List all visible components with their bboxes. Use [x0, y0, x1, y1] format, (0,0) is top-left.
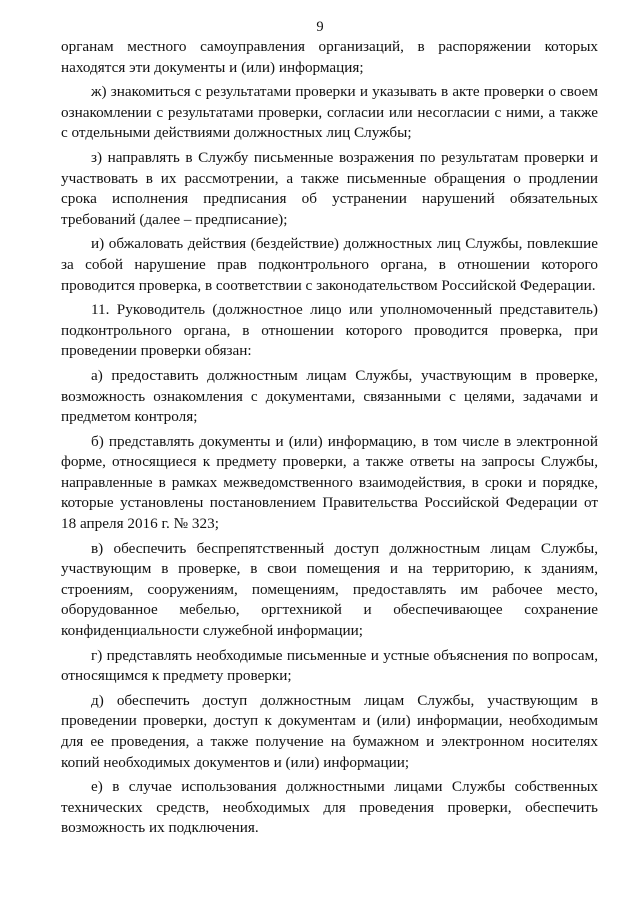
page-number: 9 — [316, 19, 324, 35]
paragraph-item-v: в) обеспечить беспрепятственный доступ должностным лицам Службы, участвующим в проверке, в свои помещения и на территорию, к зданиям, строениям, сооружениям, помещениям, предоставлять им рабочее место, оборудованное мебелью, оргтехникой и обеспечивающее сохранение конфиденциальности служебной информации; — [61, 539, 598, 640]
paragraph-item-b: б) представлять документы и (или) информацию, в том числе в электронной форме, относящиеся к предмету проверки, а также ответы на запросы Службы, направленные в рамках межведомственного взаимодействия, в сроки и порядке, которые установлены постановлением Правительства Российской Федерации от 18 апреля 2016 г. № 323; — [61, 432, 598, 533]
paragraph-item-zh: ж) знакомиться с результатами проверки и указывать в акте проверки о своем ознакомлении с результатами проверки, согласии или несогласии с ними, а также с отдельными действиями должностных лиц Службы; — [61, 83, 598, 142]
paragraph-section-11: 11. Руководитель (должностное лицо или уполномоченный представитель) подконтрольного органа, в отношении которого проводится проверка, при проведении проверки обязан: — [61, 301, 598, 360]
paragraph-item-a: а) предоставить должностным лицам Службы, участвующим в проверке, возможность ознакомления с документами, связанными с целями, задачами и предметом контроля; — [61, 366, 598, 426]
paragraph-item-e: е) в случае использования должностными лицами Службы собственных технических средств, необходимых для проведения проверки, обеспечить возможность их подключения. — [61, 778, 598, 837]
document-body — [61, 37, 598, 843]
paragraph-item-g: г) представлять необходимые письменные и устные объяснения по вопросам, относящимся к предмету проверки; — [61, 646, 598, 685]
paragraph-continuation: органам местного самоуправления организаций, в распоряжении которых находятся эти документы и (или) информация; — [61, 38, 598, 76]
paragraph-item-i: и) обжаловать действия (бездействие) должностных лиц Службы, повлекшие за собой нарушение прав подконтрольного органа, в отношении которого проводится проверка, в соответствии с законодательством Российской Федерации. — [61, 235, 598, 294]
paragraph-item-d: д) обеспечить доступ должностным лицам Службы, участвующим в проведении проверки, доступ к документам и (или) информации, необходимым для ее проведения, а также получение на бумажном и электронном носителях копий необходимых документов и (или) информации; — [61, 691, 598, 771]
paragraph-item-z: з) направлять в Службу письменные возражения по результатам проверки и участвовать в их рассмотрении, а также письменные обращения о продлении срока исполнения предписания об устранении нарушений обязательных требований (далее – предписание); — [61, 148, 598, 228]
